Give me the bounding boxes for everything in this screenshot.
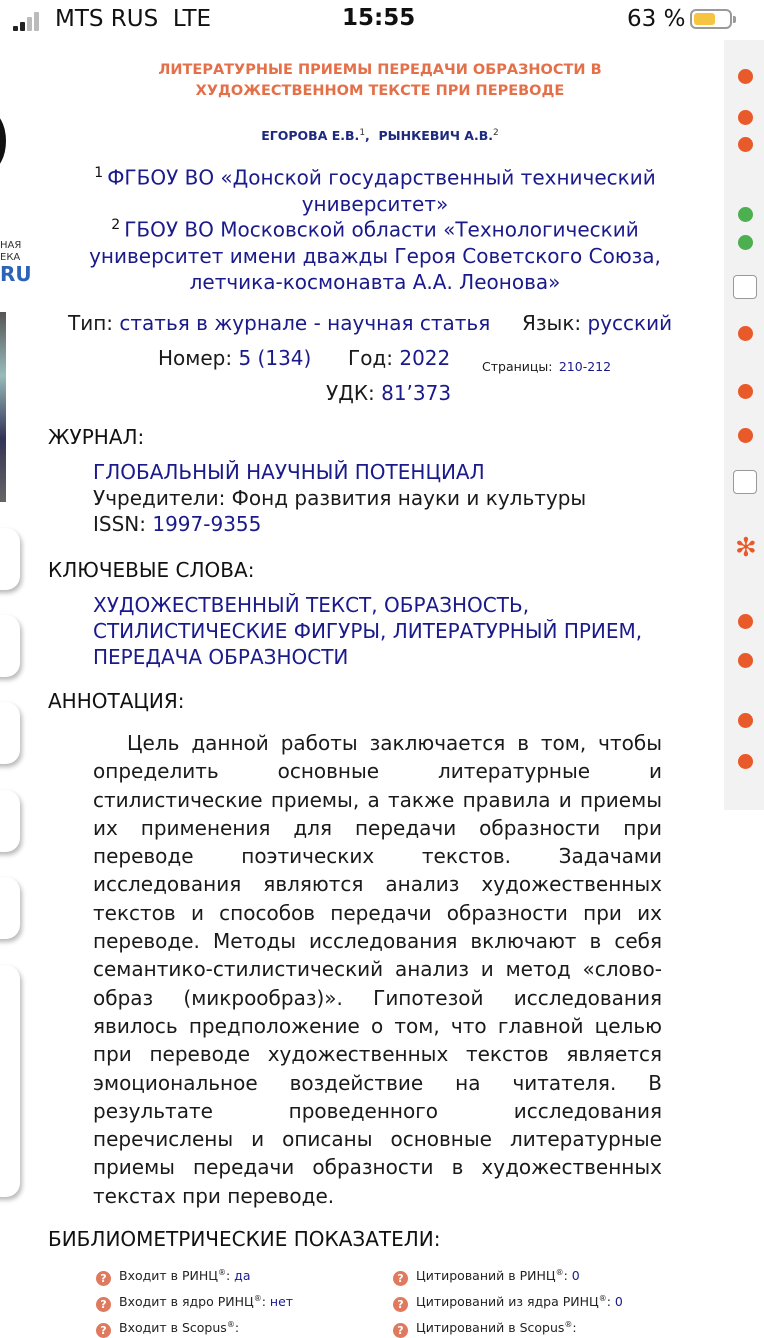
metric-scopus: ? Входит в Scopus®:: [96, 1320, 239, 1338]
issue-year: Год: 2022: [348, 346, 451, 370]
arrow-icon[interactable]: [738, 614, 753, 629]
metric-rinc: ? Входит в РИНЦ®: да: [96, 1268, 250, 1286]
abstract-text: Цель данной работы заключается в том, чтобы определить основные литературные и стилистические приемы, а также правила и приемы их применения для передачи образности при переводе поэтических текстов. Задачами исследования являются анализ художественных текстов и способов передачи образности при их переводе. Методы исследования включают в себя семантико-стилистический анализ и метод «слово-образ (микрообраз)». Гипотезой исследования явилось предположение о том, что главной целью при переводе художественных текстов является эмоциональное воздействие на читателя. В результате проведенного исследования перечислены и описаны основные литературные приемы передачи образности в художественных текстах при переводе.: [93, 731, 662, 1208]
biblio-label: БИБЛИОМЕТРИЧЕСКИЕ ПОКАЗАТЕЛИ:: [48, 1227, 441, 1251]
arrow-icon[interactable]: [738, 754, 753, 769]
keyword-link[interactable]: СТИЛИСТИЧЕСКИЕ ФИГУРЫ: [93, 619, 381, 643]
metric-citations-rinc: ? Цитирований в РИНЦ®: 0: [393, 1268, 580, 1286]
sidebar-text-fragment: ЕКА: [0, 252, 21, 263]
author-link[interactable]: РЫНКЕВИЧ А.В.: [378, 128, 493, 144]
battery-icon: [690, 9, 732, 29]
issue-number: Номер: 5 (134): [158, 346, 312, 370]
sidebar-button[interactable]: [0, 877, 20, 939]
article-type: Тип: статья в журнале - научная статья: [68, 311, 491, 335]
arrow-icon[interactable]: [738, 326, 753, 341]
help-icon[interactable]: ?: [393, 1323, 408, 1338]
pages: Страницы: 210-212: [482, 359, 612, 374]
arrow-icon[interactable]: [738, 69, 753, 84]
sidebar-button[interactable]: [0, 615, 20, 677]
article-title: ЛИТЕРАТУРНЫЕ ПРИЕМЫ ПЕРЕДАЧИ ОБРАЗНОСТИ В ХУДОЖЕСТВЕННОМ ТЕКСТЕ ПРИ ПЕРЕВОДЕ: [158, 62, 602, 99]
download-icon[interactable]: [738, 207, 753, 222]
sidebar-brand: RU: [0, 262, 32, 286]
author-link[interactable]: ЕГОРОВА Е.В.: [261, 128, 360, 144]
udk: УДК: 81’373: [326, 381, 452, 405]
sidebar-panel: [0, 965, 20, 1197]
keywords-list: ХУДОЖЕСТВЕННЫЙ ТЕКСТ, ОБРАЗНОСТЬ, СТИЛИСТИЧЕСКИЕ ФИГУРЫ, ЛИТЕРАТУРНЫЙ ПРИЕМ, ПЕРЕДАЧА ОБРАЗНОСТИ: [93, 593, 643, 669]
keyword-link[interactable]: ПЕРЕДАЧА ОБРАЗНОСТИ: [93, 645, 349, 669]
sidebar-cover-image: [0, 312, 6, 502]
affiliation-2: $^2$ ГБОУ ВО Московской области «Технологический университет имени дважды Героя Советского Союза, летчика-космонавта А.А. Леонова»: [89, 217, 661, 294]
arrow-icon[interactable]: [738, 137, 753, 152]
arrow-icon[interactable]: [738, 110, 753, 125]
help-icon[interactable]: ?: [96, 1297, 111, 1312]
mail-icon[interactable]: [738, 235, 753, 250]
arrow-icon[interactable]: [738, 713, 753, 728]
arrow-icon[interactable]: [738, 384, 753, 399]
help-icon[interactable]: ?: [393, 1297, 408, 1312]
clock: 15:55: [342, 5, 416, 31]
help-icon[interactable]: ?: [96, 1271, 111, 1286]
battery-percent: 63 %: [627, 6, 686, 32]
authors: ЕГОРОВА Е.В.$^1$, РЫНКЕВИЧ А.В.$^2$: [261, 128, 499, 144]
arrow-icon[interactable]: [738, 428, 753, 443]
journal-info: ГЛОБАЛЬНЫЙ НАУЧНЫЙ ПОТЕНЦИАЛ Учредители: Фонд развития науки и культуры ISSN: 1997-9355: [93, 460, 587, 536]
abstract-label: АННОТАЦИЯ:: [48, 689, 185, 713]
article-language: Язык: русский: [522, 311, 673, 335]
issue-link[interactable]: 5 (134): [238, 346, 312, 370]
journal-label: ЖУРНАЛ:: [48, 425, 145, 449]
sidebar-button[interactable]: [0, 790, 20, 852]
help-icon[interactable]: ?: [393, 1271, 408, 1286]
arrow-icon[interactable]: [738, 653, 753, 668]
status-bar: [0, 0, 750, 40]
metric-citations-core: ? Цитирований из ядра РИНЦ®: 0: [393, 1294, 623, 1312]
keywords-label: КЛЮЧЕВЫЕ СЛОВА:: [48, 558, 255, 582]
metric-citations-scopus: ? Цитирований в Scopus®:: [393, 1320, 577, 1338]
sidebar-logo-icon: [0, 112, 6, 170]
sidebar-button[interactable]: [0, 528, 20, 590]
sidebar-button[interactable]: [0, 702, 20, 764]
affiliation-1: $^1$ ФГБОУ ВО «Донской государственный технический университет»: [94, 165, 656, 216]
right-input-box[interactable]: [733, 275, 757, 299]
keyword-link[interactable]: ОБРАЗНОСТЬ: [383, 593, 523, 617]
carrier-label: MTS RUS LTE: [55, 6, 212, 32]
journal-link[interactable]: ГЛОБАЛЬНЫЙ НАУЧНЫЙ ПОТЕНЦИАЛ: [93, 460, 485, 484]
metric-rinc-core: ? Входит в ядро РИНЦ®: нет: [96, 1294, 293, 1312]
help-icon[interactable]: ?: [96, 1323, 111, 1338]
keyword-link[interactable]: ХУДОЖЕСТВЕННЫЙ ТЕКСТ: [93, 593, 372, 617]
asterisk-icon: ✻: [735, 533, 757, 563]
keyword-link[interactable]: ЛИТЕРАТУРНЫЙ ПРИЕМ: [392, 619, 636, 643]
sidebar-text-fragment: НАЯ: [0, 240, 22, 251]
right-sidebar: [724, 40, 764, 810]
right-select-box[interactable]: [733, 470, 757, 494]
